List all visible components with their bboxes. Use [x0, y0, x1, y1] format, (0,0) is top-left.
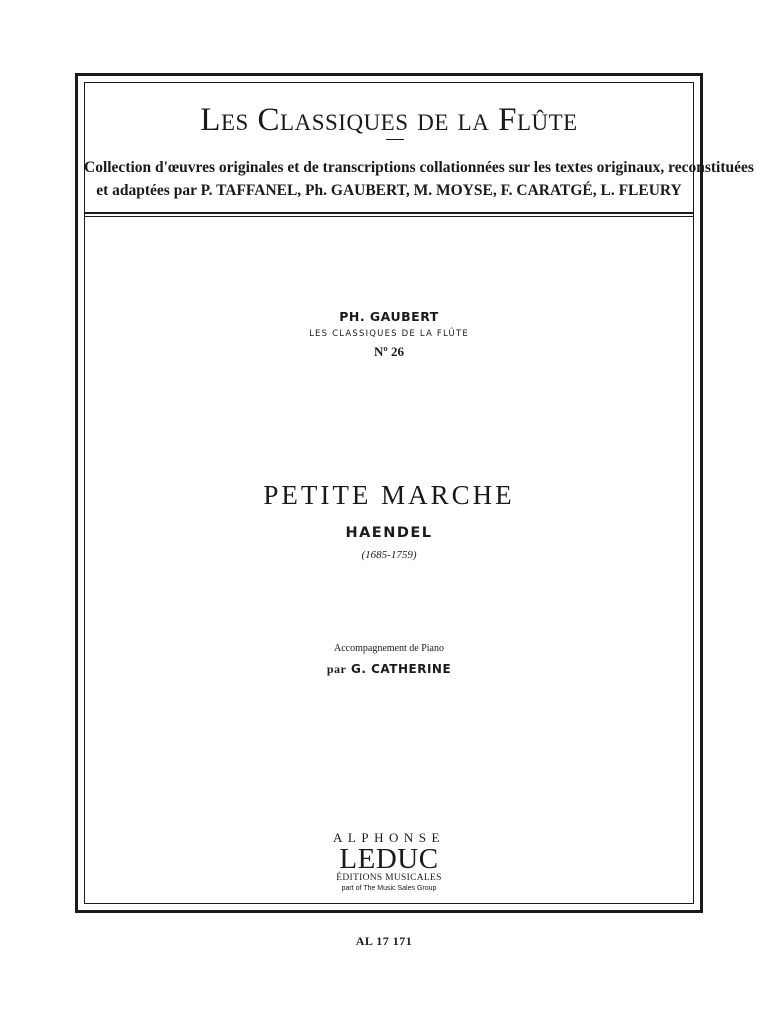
- subtitle-line-1: Collection d'œuvres originales et de transcriptions collationnées sur les textes originaux, reconstituées: [84, 159, 754, 176]
- arranger-name: G. CATHERINE: [351, 662, 452, 676]
- piece-dates: (1685-1759): [361, 549, 417, 561]
- logo-editions: ÉDITIONS MUSICALES: [336, 873, 442, 883]
- catalog-number: AL 17 171: [355, 934, 413, 948]
- logo-alphonse: ALPHONSE: [333, 830, 445, 845]
- header-divider-thin: [84, 216, 694, 217]
- logo-leduc: LEDUC: [339, 843, 439, 875]
- arranger-par: par: [326, 662, 347, 676]
- collection-title: Les Classiques de la Flûte: [200, 102, 578, 138]
- header-divider: [84, 212, 694, 214]
- accompaniment-line: Accompagnement de Piano: [334, 643, 444, 654]
- subtitle-line-2: et adaptées par P. TAFFANEL, Ph. GAUBERT, M. MOYSE, F. CARATGÉ, L. FLEURY: [96, 182, 682, 199]
- series-number: Nº 26: [374, 344, 404, 359]
- publisher-logo: [84, 831, 694, 893]
- collection-subtitle: [84, 156, 754, 202]
- arranger-line: [84, 662, 694, 677]
- logo-group: part of The Music Sales Group: [341, 885, 437, 892]
- piece-title: PETITE MARCHE: [263, 480, 515, 510]
- piece-author: HAENDEL: [345, 525, 433, 541]
- title-underline: [386, 139, 404, 140]
- series-collection: LES CLASSIQUES DE LA FLÛTE: [309, 329, 469, 339]
- series-composer: PH. GAUBERT: [339, 309, 439, 324]
